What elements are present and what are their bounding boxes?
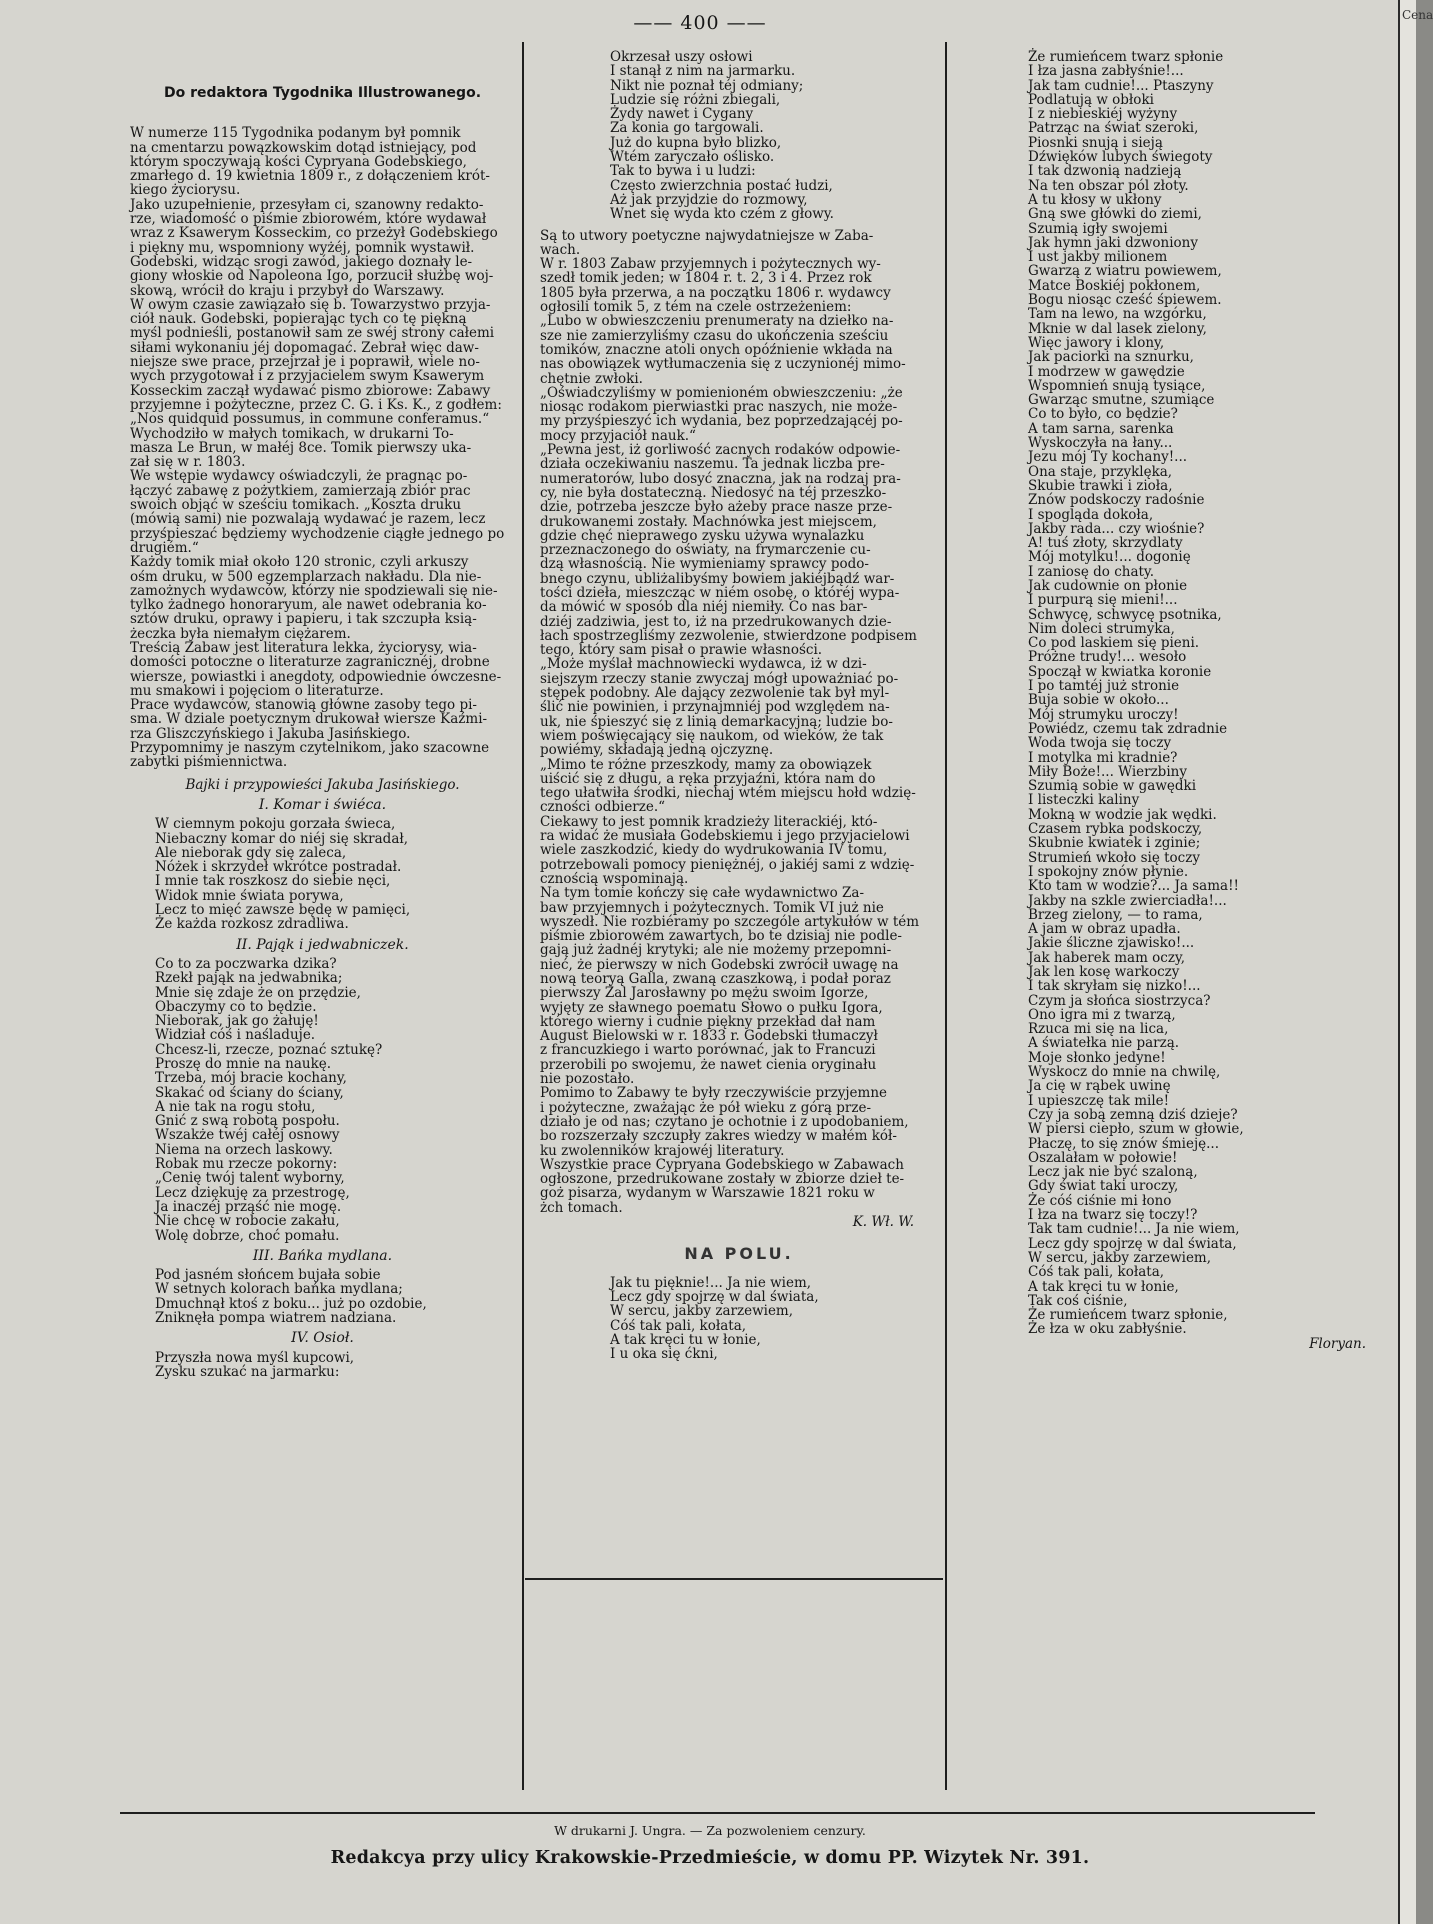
verse-line: Niebaczny komar do niéj się skradał, <box>155 830 409 847</box>
verse-line: Wyskocz do mnie na chwilę, <box>1028 1064 1221 1081</box>
text-line: „Mimo te różne przeszkody, mamy za obowiązek <box>540 756 872 773</box>
text-line: baw przyjemnych i pożytecznych. Tomik VI już nie <box>540 899 884 916</box>
verse-line: A światełka nie parzą. <box>1028 1035 1180 1052</box>
verse-line: Przyszła nowa myśl kupcowi, <box>155 1349 355 1366</box>
verse-line: Kto tam w wodzie?... Ja sama!! <box>1028 878 1239 895</box>
text-line: Treścią Zabaw jest literatura lekka, życiorysy, wia- <box>130 639 477 656</box>
verse-line: Gwarząc smutne, szumiące <box>1028 392 1215 409</box>
verse-line: I stanął z nim na jarmarku. <box>610 63 796 80</box>
text-line: cy, nie była dostateczną. Niedosyć na téj przeszko- <box>540 484 887 501</box>
fable-2-title: II. Pająk i jedwabniczek. <box>236 936 409 953</box>
text-line: (mówią sami) nie pozwalają wydawać je razem, lecz <box>130 511 486 528</box>
text-line: zabytki piśmiennictwa. <box>130 754 288 771</box>
text-line: uiścić się z długu, a ręka przyjaźni, która nam do <box>540 770 876 787</box>
verse-line: Nim doleci strumyka, <box>1028 620 1175 637</box>
text-line: przerobili po swojemu, że nawet cienia oryginału <box>540 1056 877 1073</box>
text-line: Wszystkie prace Cypryana Godebskiego w Zabawach <box>540 1156 904 1173</box>
text-line: chętnie zwłoki. <box>540 370 643 387</box>
column-2 <box>540 50 938 1361</box>
column-3 <box>1028 50 1390 1351</box>
text-line: dzie, potrzeba jeszcze było ażeby prace nasze prze- <box>540 499 893 516</box>
text-line: żch tomach. <box>540 1199 623 1216</box>
verse-line: Gnić z swą robotą pospołu. <box>155 1113 340 1130</box>
text-line: myśl podnieśli, postanowił sam ze swéj strony całemi <box>130 325 495 342</box>
verse-line: W sercu, jakby zarzewiem, <box>1028 1249 1212 1266</box>
verse-line: Co pod laskiem się pieni. <box>1028 635 1200 652</box>
text-line: kiego życiorysu. <box>130 182 241 199</box>
fable-1-title: I. Komar i świéca. <box>258 796 387 813</box>
text-line: wiele zaszkodzić, kiedy do wydrukowania IV tomu, <box>540 842 888 859</box>
text-line: ku zwolenników krajowéj literatury. <box>540 1142 785 1159</box>
text-line: gdzie chęć nieprawego zysku używa wynalazku <box>540 527 865 544</box>
verse-line: Że każda rozkosz zdradliwa. <box>155 916 349 933</box>
verse-line: Jakby na szkle zwierciadła!... <box>1028 892 1227 909</box>
verse-line: Wnet się wyda kto czém z głowy. <box>610 206 834 223</box>
verse-line: Obaczymy co to będzie. <box>155 998 317 1015</box>
text-line: „Oświadczyliśmy w pomienioném obwieszczeniu: „że <box>540 384 903 401</box>
verse-line: Szumią sobie w gawędki <box>1028 778 1197 795</box>
section-title: Bajki i przypowieści Jakuba Jasińskiego. <box>185 776 460 793</box>
text-line: Są to utwory poetyczne najwydatniejsze w Zaba- <box>540 227 874 244</box>
fable-3-text <box>130 1268 515 1325</box>
text-line: tego, który sam pisał o prawie własności. <box>540 642 823 659</box>
text-line: wach. <box>540 241 581 258</box>
verse-line: Wyskoczyła na łany... <box>1028 435 1173 452</box>
verse-line: Jak paciorki na sznurku, <box>1028 349 1194 366</box>
fable-2-text <box>130 957 515 1243</box>
verse-line: Spoczął w kwiatka koronie <box>1028 663 1212 680</box>
footer-rule <box>120 1812 1315 1814</box>
text-line: Godebski, widząc srogi zawód, jakiego doznały le- <box>130 253 473 270</box>
text-line: zał się w r. 1803. <box>130 454 246 471</box>
text-line: „Nos quidquid possumus, in commune conferamus.“ <box>130 411 490 428</box>
verse-line: Zysku szukać na jarmarku: <box>155 1363 340 1380</box>
verse-line: Często zwierzchnia postać łudzi, <box>610 177 833 194</box>
text-line: da mówić w sposób dla niéj niemiły. Co nas bar- <box>540 599 868 616</box>
page-number-text: 400 <box>680 12 720 34</box>
verse-line: Lecz gdy spojrzę w dal świata, <box>610 1288 819 1305</box>
verse-line: I po tamtéj już stronie <box>1028 678 1180 695</box>
verse-line: Mokną w wodzie jak wędki. <box>1028 806 1217 823</box>
verse-line: I tak skryłam się nizko!... <box>1028 978 1201 995</box>
text-line: my przyśpieszyć ich wydania, bez poprzedzającéj po- <box>540 413 903 430</box>
text-line: wraz z Ksawerym Kosseckim, co przeżył Godebskiego <box>130 225 498 242</box>
text-line: gają już żadnéj krytyki; ale nie możemy przepomni- <box>540 942 892 959</box>
verse-line: Tak coś ciśnie, <box>1028 1292 1128 1309</box>
verse-line: Patrząc na świat szeroki, <box>1028 120 1199 137</box>
text-line: działa oczekiwaniu naszemu. Ta jednak liczba pre- <box>540 456 885 473</box>
text-line: goż pisarza, wydanym w Warszawie 1821 roku w <box>540 1185 875 1202</box>
verse-line: Matce Boskiéj pokłonem, <box>1028 277 1201 294</box>
verse-line: Jak len kosę warkoczy <box>1028 964 1180 980</box>
verse-line: Jakby rada... czy wiośnie? <box>1028 520 1205 537</box>
verse-line: Cóś tak pali, kołata, <box>610 1317 747 1334</box>
verse-line: Zniknęła pompa wiatrem nadziana. <box>155 1310 397 1327</box>
poem-opening <box>540 1276 938 1362</box>
verse-line: Rzekł pająk na jedwabnika; <box>155 970 343 987</box>
fable-1-text <box>130 817 515 931</box>
text-line: piśmie zbiorowém zawartych, bo te dzisiaj nie podle- <box>540 928 902 945</box>
text-line: tylko żadnego honoraryum, ale nawet odebrania ko- <box>130 597 487 614</box>
verse-line: I tak dzwonią nadzieją <box>1028 163 1182 180</box>
verse-line: Czym ja słońca siostrzyca? <box>1028 992 1211 1009</box>
text-line: Jako uzupełnienie, przesyłam ci, szanowny redakto- <box>130 196 484 213</box>
verse-line: Robak mu rzecze pokorny: <box>155 1156 338 1173</box>
verse-line: Nie chcę w robocie zakału, <box>155 1213 340 1230</box>
verse-line: Skubnie kwiatek i zginie; <box>1028 835 1201 852</box>
verse-line: Co to za poczwarka dzika? <box>155 955 337 972</box>
text-line: uk, nie śpieszyć się z linią demarkacyjną; ludzie bo- <box>540 713 893 730</box>
text-line: siłami wykonaniu jéj dopomagać. Zebrał więc daw- <box>130 339 479 356</box>
verse-line: W piersi ciepło, szum w głowie, <box>1028 1121 1244 1138</box>
text-line: łach spostrzegliśmy zezwolenie, stwierdzone podpisem <box>540 627 917 644</box>
text-line: sztów druku, oprawy i papieru, i tak szczupła ksią- <box>130 611 477 628</box>
text-line: drukowanemi zostały. Machnówka jest miejscem, <box>540 513 877 530</box>
verse-line: Skubie trawki i zioła, <box>1028 477 1173 494</box>
editorial-address: Redakcya przy ulicy Krakowskie-Przedmieście, w domu PP. Wizytek Nr. 391. <box>330 1848 1090 1868</box>
verse-line: Szumią igły swojemi <box>1028 220 1168 237</box>
verse-line: Gwarzą z wiatru powiewem, <box>1028 263 1222 280</box>
verse-line: I motylka mi kradnie? <box>1028 749 1178 766</box>
verse-line: A tam sarna, sarenka <box>1028 420 1174 437</box>
verse-line: Czy ja sobą zemną dziś dzieje? <box>1028 1106 1238 1123</box>
text-line: niosąc rodakom pierwiastki prac naszych, nie może- <box>540 399 898 416</box>
letter-body <box>130 126 515 769</box>
verse-line: Pod jasném słońcem bujała sobie <box>155 1267 381 1284</box>
verse-line: Tak to bywa i u ludzi: <box>610 163 756 180</box>
fable-4-text <box>130 1351 515 1380</box>
text-line: tomików, znaczne atoli onych opóźnienie wkłada na <box>540 341 893 358</box>
fable-3-title: III. Bańka mydlana. <box>252 1247 393 1264</box>
edge-text: Cena <box>1402 8 1433 22</box>
text-line: czności odbierze.“ <box>540 799 666 816</box>
verse-line: Ona staje, przyklęka, <box>1028 463 1173 480</box>
poem-separator-rule <box>525 1578 943 1580</box>
verse-line: Buja sobie w około... <box>1028 692 1169 709</box>
text-line: i pożyteczne, zważając że pół wieku z górą prze- <box>540 1099 872 1116</box>
verse-line: Dźwięków lubych świegoty <box>1028 149 1213 166</box>
text-line: siejszym rzeczy stanie zwyczaj mógł upoważniać po- <box>540 670 899 687</box>
text-line: giony włoskie od Napoleona Igo, porzucił służbę woj- <box>130 268 494 285</box>
verse-line: Ale nieborak gdy się zaleca, <box>155 844 347 861</box>
text-line: potrzebowali pomocy pieniężnéj, o jakiéj sami z wdzię- <box>540 856 915 873</box>
verse-line: A jam w obraz upadła. <box>1028 921 1181 938</box>
verse-line: Że łza w oku zabłyśnie. <box>1028 1321 1187 1338</box>
text-line: wyszedł. Nie rozbiéramy po szczególe artykułów w tém <box>540 913 920 930</box>
verse-line: Wspomnień snują tysiące, <box>1028 377 1206 394</box>
text-line: którym spoczywają kości Cypryana Godebskiego, <box>130 153 467 170</box>
text-line: ślić nie powinien, i przynajmniéj pod względem na- <box>540 699 890 716</box>
text-line: z francuzkiego i warto porównać, jak to Francuzi <box>540 1042 876 1059</box>
text-line: August Bielowski w r. 1833 r. Godebski tłumaczył <box>540 1028 878 1045</box>
text-line: nas obowiązek wytłumaczenia się z uczynionéj mimo- <box>540 356 906 373</box>
text-line: rze, wiadomość o piśmie zbiorowém, które wydawał <box>130 211 487 228</box>
verse-line: Skakać od ściany do ściany, <box>155 1084 344 1101</box>
verse-line: Tam na lewo, na wzgórku, <box>1028 306 1207 323</box>
text-line: ra widać że musiała Godebskiemu i jego przyjacielowi <box>540 828 910 845</box>
text-line: stępek podobny. Ale dający zezwolenie tak był myl- <box>540 685 890 702</box>
fable-4-continuation <box>540 50 938 222</box>
text-line: ogłoszone, przedrukowane zostały w zbiorze dzieł te- <box>540 1171 905 1188</box>
text-line: dziéj zadziwia, jest to, iż na przedrukowanych dzie- <box>540 613 892 630</box>
text-line: żeczka była niemałym ciężarem. <box>130 625 351 642</box>
verse-line: I purpurą się mieni!... <box>1028 592 1178 609</box>
verse-line: Proszę do mnie na naukę. <box>155 1056 332 1072</box>
verse-line: A nie tak na rogu stołu, <box>155 1098 316 1115</box>
poem-body <box>1028 50 1390 1337</box>
text-line: wych przygotował i z przyjacielem swym Ksawerym <box>130 368 485 385</box>
verse-line: Już do kupna było blizko, <box>610 134 782 151</box>
text-line: mu smakowi i pojęciom o literaturze. <box>130 682 384 699</box>
verse-line: Brzeg zielony, — to rama, <box>1028 906 1203 923</box>
text-line: numeratorów, lubo dosyć znaczna, jak na rodzaj pra- <box>540 470 901 487</box>
text-line: szedł tomik jeden; w 1804 r. t. 2, 3 i 4. Przez rok <box>540 270 872 287</box>
verse-line: Strumień wkoło się toczy <box>1028 849 1200 866</box>
article-continuation <box>540 229 938 1215</box>
verse-line: Płaczę, to się znów śmieję... <box>1028 1135 1219 1152</box>
text-line: dzą własnością. Nie wymieniamy sprawcy podo- <box>540 556 869 573</box>
verse-line: I spokojny znów płynie. <box>1028 863 1189 880</box>
text-line: „Pewna jest, iż gorliwość zacnych rodaków odpowie- <box>540 442 901 459</box>
text-line: przyśpieszać będziemy wychodzenie ciągłe jednego po <box>130 525 505 542</box>
verse-line: Mój motylku!... dogonię <box>1028 549 1191 566</box>
verse-line: Schwycę, schwycę psotnika, <box>1028 606 1222 623</box>
verse-line: Jak tu pięknie!... Ja nie wiem, <box>610 1274 812 1291</box>
verse-line: A tak kręci tu w łonie, <box>1028 1278 1179 1295</box>
verse-line: W sercu, jakby zarzewiem, <box>610 1303 794 1320</box>
text-line: We wstępie wydawcy oświadczyli, że pragnąc po- <box>130 468 468 485</box>
verse-line: Na ten obszar pól złoty. <box>1028 177 1189 194</box>
text-line: Kosseckim zaczął wydawać pismo zbiorowe: Zabawy <box>130 382 491 399</box>
text-line: ciół nauk. Godebski, popierając tych co tę piękną <box>130 311 467 328</box>
verse-line: Oszalałam w połowie! <box>1028 1149 1178 1166</box>
text-line: pierwszy Żal Jarosławny po mężu swoim Igorze, <box>540 985 869 1002</box>
text-line: tego ułatwiła środki, niechaj wtém miejscu hołd wdzię- <box>540 785 916 802</box>
column-1 <box>130 50 515 1379</box>
verse-line: Ja cię w rąbek uwinę <box>1028 1078 1171 1095</box>
text-line: domości potoczne o literaturze zagranicznéj, drobne <box>130 654 490 671</box>
text-line: którego wierny i cudnie piękny przekład dał nam <box>540 1013 876 1030</box>
verse-line: W ciemnym pokoju gorzała świeca, <box>155 816 396 833</box>
verse-line: I ust jakby milionem <box>1028 249 1168 266</box>
verse-line: Lecz gdy spojrzę w dal świata, <box>1028 1235 1237 1252</box>
verse-line: I mnie tak roszkosz do siebie nęci, <box>155 873 391 890</box>
text-line: nie pozostało. <box>540 1071 635 1088</box>
text-line: na cmentarzu powązkowskim dotąd istniejący, pod <box>130 139 477 156</box>
verse-line: A! tuś złoty, skrzydlaty <box>1028 535 1183 552</box>
text-line: łączyć zabawę z pożytkiem, zamierzają zbiór prac <box>130 482 471 499</box>
verse-line: Bogu niosąc cześć śpiewem. <box>1028 292 1222 309</box>
text-line: mocy przyjaciół nauk.“ <box>540 427 696 444</box>
text-line: ośm druku, w 500 egzemplarzach nakładu. Dla nie- <box>130 568 482 585</box>
verse-line: Wolę dobrze, choć pomału. <box>155 1227 340 1244</box>
verse-line: Woda twoja się toczy <box>1028 735 1172 752</box>
verse-line: W setnych kolorach bańka mydlana; <box>155 1281 403 1298</box>
verse-line: Tak tam cudnie!... Ja nie wiem, <box>1028 1221 1240 1238</box>
text-line: bnego czynu, ubliżalibyśmy bowiem jakiéjbądź war- <box>540 570 895 587</box>
verse-line: Nóżek i skrzydeł wkrótce postradał. <box>155 859 402 876</box>
text-line: sze nie zamierzyliśmy czasu do ukończenia sześciu <box>540 327 889 344</box>
verse-line: I spogląda dokoła, <box>1028 506 1154 523</box>
text-line: W owym czasie zawiązało się b. Towarzystwo przyja- <box>130 296 491 313</box>
verse-line: Cóś tak pali, kołata, <box>1028 1264 1165 1281</box>
verse-line: Czasem rybka podskoczy, <box>1028 821 1203 838</box>
verse-line: Nikt nie poznał téj odmiany; <box>610 77 804 94</box>
verse-line: Jak tam cudnie!... Ptaszyny <box>1028 77 1214 94</box>
text-line: ogłosili tomik 5, z tém na czele ostrzeżeniem: <box>540 299 852 316</box>
text-line: Wychodziło w małych tomikach, w drukarni To- <box>130 425 454 442</box>
text-line: Pomimo to Zabawy te były rzeczywiście przyjemne <box>540 1085 888 1102</box>
verse-line: I z niebieskiéj wyżyny <box>1028 106 1178 123</box>
page-number: —— 400 —— <box>633 12 767 34</box>
verse-line: I listeczki kaliny <box>1028 792 1140 809</box>
verse-line: Lecz to mięć zawsze będę w pamięci, <box>155 902 411 919</box>
verse-line: Moje słonko jedyne! <box>1028 1049 1166 1066</box>
article-signature: K. Wł. W. <box>852 1214 914 1231</box>
verse-line: I modrzew w gawędzie <box>1028 363 1185 380</box>
text-line: zamożnych wydawców, którzy nie spodziewali się nie- <box>130 582 498 599</box>
verse-line: Gdy świat taki uroczy, <box>1028 1178 1179 1195</box>
text-line: nową teoryą Galla, zwaną czaszkową, i podał poraz <box>540 971 891 987</box>
verse-line: I zaniosę do chaty. <box>1028 563 1155 580</box>
text-line: zmarłego d. 19 kwietnia 1809 r., z dołączeniem krót- <box>130 168 490 185</box>
verse-line: Nieborak, jak go żałuję! <box>155 1013 319 1030</box>
verse-line: Mknie w dal lasek zielony, <box>1028 320 1207 337</box>
verse-line: Wtém zaryczało oślisko. <box>610 149 775 166</box>
text-line: masza Le Brun, w małéj 8ce. Tomik pierwszy uka- <box>130 439 472 456</box>
verse-line: Lecz dziękuję za przestrogę, <box>155 1184 350 1201</box>
verse-line: Trzeba, mój bracie kochany, <box>155 1070 347 1087</box>
text-line: tości dzieła, mieszcząc w niém osobę, o któréj wypa- <box>540 584 900 601</box>
verse-line: Że rumieńcem twarz spłonie, <box>1028 1307 1228 1324</box>
text-line: sma. W dziale poetycznym drukował wiersze Kaźmi- <box>130 711 488 728</box>
verse-line: Widok mnie świata porywa, <box>155 887 344 904</box>
text-line: wiersze, powiastki i anegdoty, odpowiednie ówczesne- <box>130 668 502 685</box>
verse-line: Rzuca mi się na lica, <box>1028 1021 1169 1038</box>
verse-line: Jakie śliczne zjawisko!... <box>1028 935 1195 952</box>
text-line: swoich objąć w sześciu tomikach. „Koszta druku <box>130 497 462 514</box>
text-line: cznością wspominają. <box>540 870 689 887</box>
text-line: Na tym tomie kończy się całe wydawnictwo Za- <box>540 885 865 902</box>
verse-line: Okrzesał uszy osłowi <box>610 49 753 65</box>
text-line: W numerze 115 Tygodnika podanym był pomnik <box>130 125 461 142</box>
verse-line: I u oka się ćkni, <box>610 1346 718 1363</box>
verse-line: Co to było, co będzie? <box>1028 406 1178 423</box>
verse-line: A tu kłosy w ukłony <box>1028 191 1162 208</box>
verse-line: Aż jak przyjdzie do rozmowy, <box>610 191 808 208</box>
verse-line: Za konia go targowali. <box>610 120 764 137</box>
text-line: i piękny mu, wspomniony wyżéj, pomnik wystawił. <box>130 239 475 256</box>
text-line: W r. 1803 Zabaw przyjemnych i pożytecznych wy- <box>540 256 881 273</box>
text-line: przeznaczonego do oświaty, na frymarczenie cu- <box>540 542 871 559</box>
verse-line: Lecz jak nie być szaloną, <box>1028 1164 1198 1181</box>
verse-line: Miły Boże!... Wierzbiny <box>1028 763 1187 780</box>
text-line: skową, wrócił do kraju i przybył do Warszawy. <box>130 282 445 299</box>
verse-line: Jak haberek mam oczy, <box>1028 949 1186 966</box>
verse-line: Próżne trudy!... wesoło <box>1028 649 1187 666</box>
verse-line: Że rumieńcem twarz spłonie <box>1028 49 1224 65</box>
text-line: działo je od nas; czytano je ochotnie i z upodobaniem, <box>540 1113 909 1130</box>
verse-line: Żydy nawet i Cygany <box>610 106 754 123</box>
text-line: przyjemne i pożyteczne, przez C. G. i Ks. K., z godłem: <box>130 396 502 413</box>
text-line: nieć, że pierwszy w nich Godebski zwrócił uwagę na <box>540 956 899 973</box>
text-line: bo rozszerzały szczupły zakres wiedzy w małém kół- <box>540 1128 897 1145</box>
text-line: niejsze swe prace, przejrzał je i poprawił, wiele no- <box>130 354 480 371</box>
adjacent-page-edge <box>1398 0 1433 1924</box>
column-rule-left <box>522 42 524 1790</box>
text-line: Prace wydawców, stanowią główne zasoby tego pi- <box>130 697 477 714</box>
verse-line: Mnie się zdaje że on przędzie, <box>155 984 361 1001</box>
verse-line: „Cenię twój talent wyborny, <box>155 1170 345 1187</box>
verse-line: Więc jawory i klony, <box>1028 334 1165 351</box>
verse-line: Powiédz, czemu tak zdradnie <box>1028 720 1228 737</box>
verse-line: Ludzie się różni zbiegali, <box>610 91 781 108</box>
text-line: drugiém.“ <box>130 539 199 556</box>
verse-line: Znów podskoczy radośnie <box>1028 492 1205 509</box>
fable-4-title: IV. Osioł. <box>291 1330 354 1347</box>
printer-note: W drukarni J. Ungra. — Za pozwoleniem cenzury. <box>554 1823 866 1838</box>
verse-line: Że cóś ciśnie mi łono <box>1028 1192 1172 1209</box>
verse-line: Wszakże twéj całéj osnowy <box>155 1127 340 1144</box>
verse-line: Jak hymn jaki dzwoniony <box>1028 234 1198 251</box>
verse-line: I upieszczę tak mile! <box>1028 1092 1170 1109</box>
verse-line: I łza na twarz się toczy!? <box>1028 1207 1198 1224</box>
text-line: powiémy, składają jedną ojczyznę. <box>540 742 774 759</box>
column-rule-right <box>945 42 947 1790</box>
verse-line: Dmuchnął ktoś z boku... już po ozdobie, <box>155 1295 427 1312</box>
text-line: wyjęty ze sławnego poematu Słowo o pułku Igora, <box>540 999 883 1016</box>
verse-line: Jak cudownie on płonie <box>1028 577 1188 594</box>
verse-line: Ono igra mi z twarzą, <box>1028 1006 1176 1023</box>
verse-line: Piosnki snują i sieją <box>1028 134 1163 151</box>
verse-line: Niema na orzech laskowy. <box>155 1141 333 1158</box>
verse-line: Jezu mój Ty kochany!... <box>1028 449 1188 466</box>
verse-line: Mój strumyku uroczy! <box>1028 706 1179 723</box>
text-line: „Może myślał machnowiecki wydawca, iż w dzi- <box>540 656 867 673</box>
text-line: Ciekawy to jest pomnik kradzieży literackiéj, któ- <box>540 813 878 830</box>
text-line: wiem poświęcający się naukom, od wieków, że tak <box>540 727 884 744</box>
poem-signature: Floryan. <box>1309 1335 1366 1352</box>
verse-line: Podlatują w obłoki <box>1028 91 1154 108</box>
verse-line: Widział cóś i naśladuje. <box>155 1027 316 1044</box>
letter-heading: Do redaktora Tygodnika Illustrowanego. <box>163 85 482 101</box>
text-line: „Lubo w obwieszczeniu prenumeraty na dziełko na- <box>540 313 894 330</box>
poem-title: NA POLU. <box>684 1244 794 1264</box>
text-line: 1805 była przerwa, a na początku 1806 r. wydawcy <box>540 284 891 301</box>
verse-line: Gną swe główki do ziemi, <box>1028 206 1202 223</box>
verse-line: Chcesz-li, rzecze, poznać sztukę? <box>155 1041 383 1058</box>
verse-line: I łza jasna zabłyśnie!... <box>1028 63 1184 80</box>
verse-line: Ja inaczéj prząść nie mogę. <box>155 1198 342 1215</box>
text-line: Każdy tomik miał około 120 stronic, czyli arkuszy <box>130 554 469 571</box>
text-line: Przypomnimy je naszym czytelnikom, jako szacowne <box>130 740 490 757</box>
text-line: rza Gliszczyńskiego i Jakuba Jasińskiego. <box>130 725 411 742</box>
verse-line: A tak kręci tu w łonie, <box>610 1331 761 1348</box>
